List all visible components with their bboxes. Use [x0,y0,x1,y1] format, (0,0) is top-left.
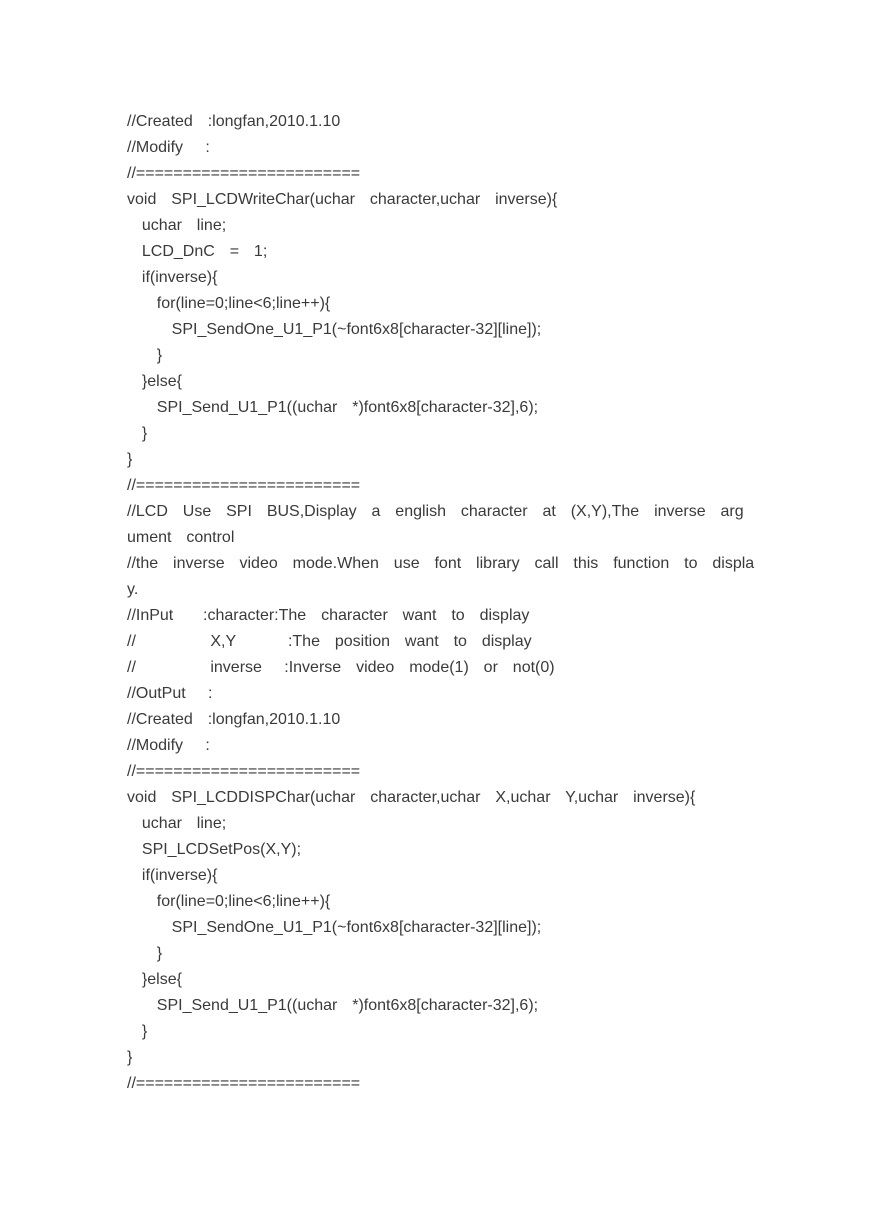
code-line: //Modify : [127,139,210,156]
code-line: } [127,1023,148,1040]
code-line: }else{ [127,373,182,390]
code-line: //Created :longfan,2010.1.10 [127,113,341,130]
code-line: if(inverse){ [127,867,218,884]
code-line: //the inverse video mode.When use font library call this function to displa [127,555,755,572]
code-line: SPI_Send_U1_P1((uchar *)font6x8[character-32],6); [127,399,539,416]
code-line: uchar line; [127,217,227,234]
code-line: } [127,347,163,364]
code-line: } [127,451,133,468]
code-line: LCD_DnC = 1; [127,243,268,260]
code-line: // X,Y :The position want to display [127,633,532,650]
code-line: } [127,945,163,962]
code-line: //Created :longfan,2010.1.10 [127,711,341,728]
code-line: y. [127,581,139,598]
code-line: //Modify : [127,737,210,754]
code-line: if(inverse){ [127,269,218,286]
code-line: SPI_SendOne_U1_P1(~font6x8[character-32][line]); [127,919,542,936]
code-line: // inverse :Inverse video mode(1) or not(0) [127,659,555,676]
code-line: //======================== [127,165,361,182]
code-line: //======================== [127,1075,361,1092]
code-line: } [127,1049,133,1066]
code-line: for(line=0;line<6;line++){ [127,893,331,910]
code-line: for(line=0;line<6;line++){ [127,295,331,312]
code-line: //======================== [127,477,361,494]
code-line: void SPI_LCDWriteChar(uchar character,uchar inverse){ [127,191,558,208]
code-line: ument control [127,529,235,546]
code-line: SPI_SendOne_U1_P1(~font6x8[character-32][line]); [127,321,542,338]
code-listing [127,109,755,1097]
code-line: } [127,425,148,442]
code-line: //OutPut : [127,685,213,702]
code-line: }else{ [127,971,182,988]
code-line: //======================== [127,763,361,780]
code-line: uchar line; [127,815,227,832]
code-line: SPI_LCDSetPos(X,Y); [127,841,302,858]
code-line: //LCD Use SPI BUS,Display a english character at (X,Y),The inverse arg [127,503,744,520]
code-line: SPI_Send_U1_P1((uchar *)font6x8[character-32],6); [127,997,539,1014]
code-line: void SPI_LCDDISPChar(uchar character,uchar X,uchar Y,uchar inverse){ [127,789,696,806]
code-line: //InPut :character:The character want to display [127,607,530,624]
